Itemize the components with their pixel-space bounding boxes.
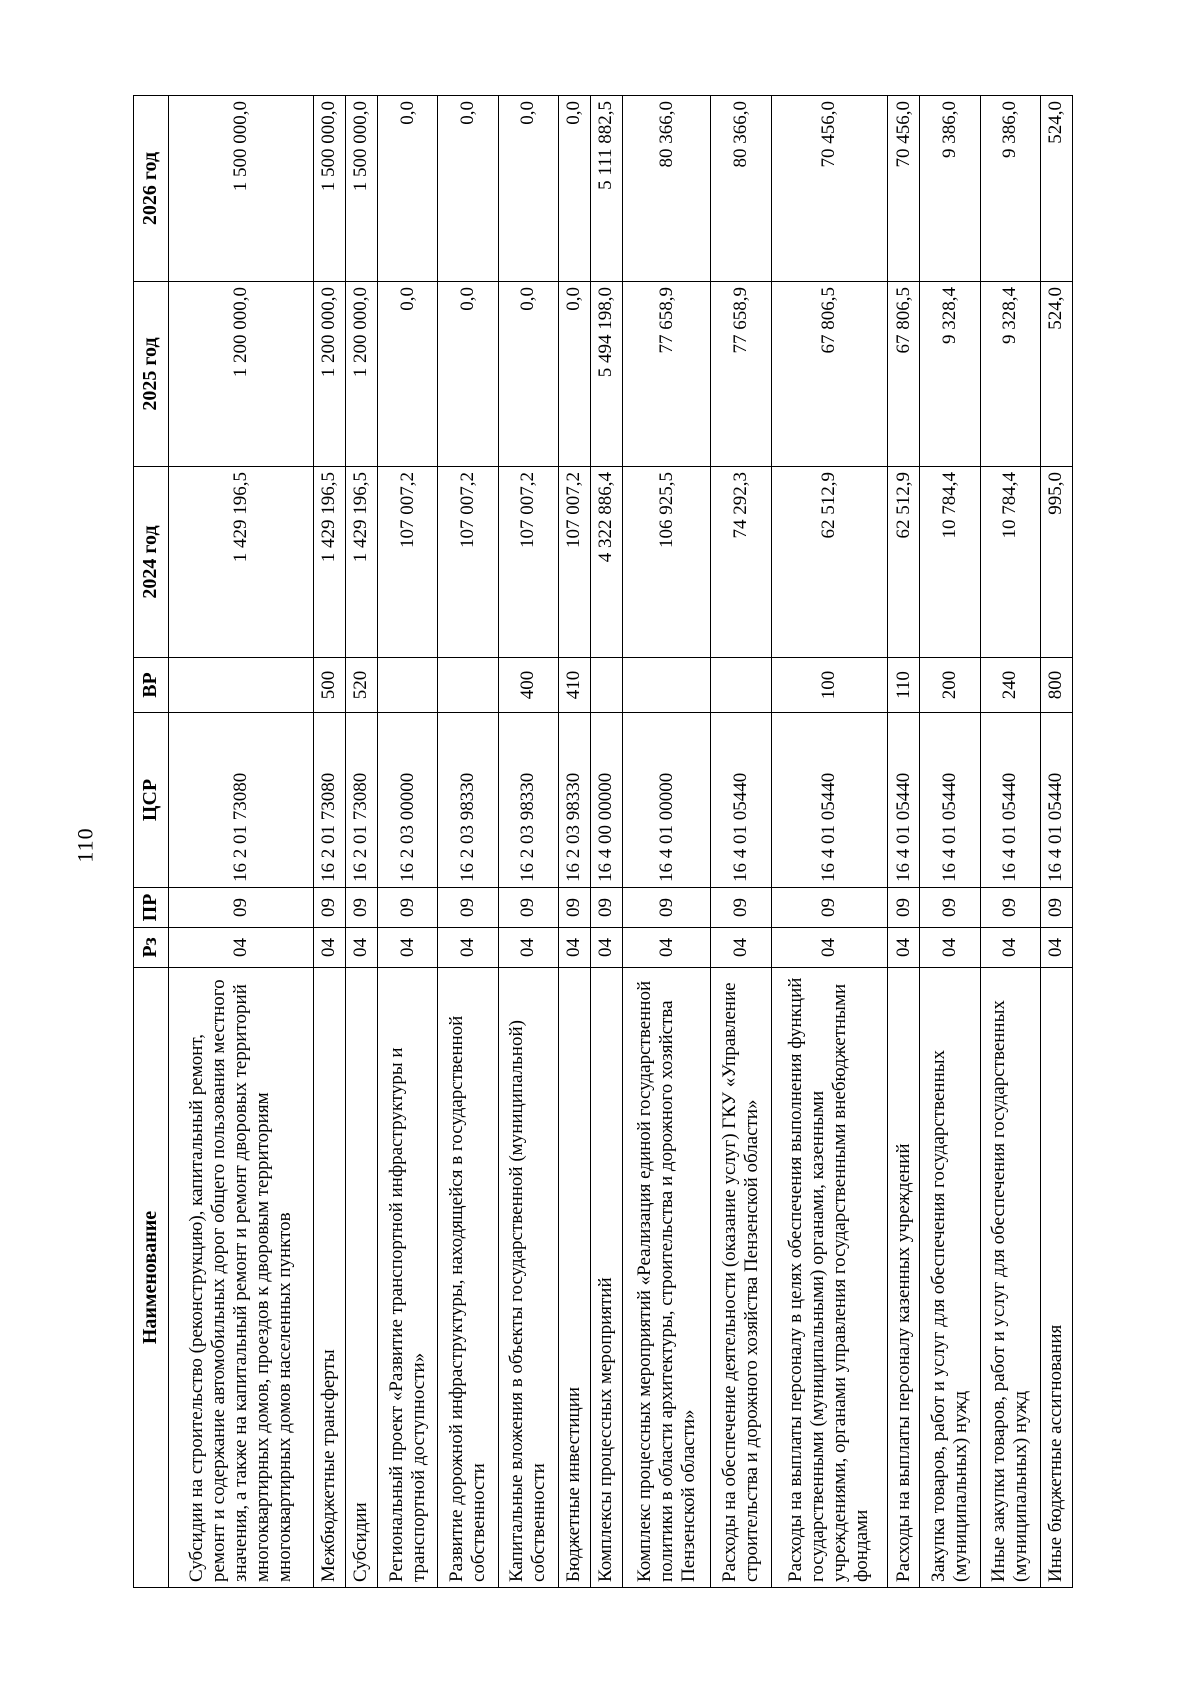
cell-2026: 80 366,0 (622, 96, 710, 282)
cell-rz: 04 (558, 928, 590, 968)
cell-pr: 09 (438, 888, 498, 928)
cell-2026: 0,0 (558, 96, 590, 282)
cell-pr: 09 (558, 888, 590, 928)
cell-2025: 5 494 198,0 (590, 282, 622, 467)
cell-2026: 1 500 000,0 (345, 96, 377, 282)
cell-2025: 1 200 000,0 (169, 282, 314, 467)
cell-pr: 09 (313, 888, 345, 928)
cell-pr: 09 (980, 888, 1040, 928)
cell-2025: 0,0 (498, 282, 558, 467)
cell-name: Капитальные вложения в объекты государственной (муниципальной) собственности (498, 968, 558, 1588)
cell-vr (438, 658, 498, 713)
table-row (590, 96, 622, 1588)
table-header-row (134, 96, 169, 1588)
cell-name: Расходы на выплаты персоналу казенных учреждений (888, 968, 920, 1588)
cell-vr: 800 (1040, 658, 1072, 713)
cell-2026: 5 111 882,5 (590, 96, 622, 282)
cell-2026: 80 366,0 (711, 96, 771, 282)
cell-name: Иные закупки товаров, работ и услуг для обеспечения государственных (муниципальных) нужд (980, 968, 1040, 1588)
cell-pr: 09 (590, 888, 622, 928)
cell-csr: 16 4 01 05440 (711, 713, 771, 888)
cell-csr: 16 4 01 05440 (1040, 713, 1072, 888)
cell-2025: 77 658,9 (711, 282, 771, 467)
cell-rz: 04 (498, 928, 558, 968)
cell-2024: 10 784,4 (980, 467, 1040, 658)
cell-2024: 10 784,4 (920, 467, 980, 658)
cell-name: Субсидии (345, 968, 377, 1588)
cell-vr: 110 (888, 658, 920, 713)
cell-csr: 16 4 00 00000 (590, 713, 622, 888)
cell-2024: 1 429 196,5 (345, 467, 377, 658)
cell-2024: 1 429 196,5 (313, 467, 345, 658)
cell-pr: 09 (1040, 888, 1072, 928)
cell-pr: 09 (498, 888, 558, 928)
page-number: 110 (72, 827, 98, 863)
cell-pr: 09 (169, 888, 314, 928)
cell-pr: 09 (345, 888, 377, 928)
cell-rz: 04 (1040, 928, 1072, 968)
cell-2026: 524,0 (1040, 96, 1072, 282)
cell-csr: 16 2 03 98330 (498, 713, 558, 888)
table-row (313, 96, 345, 1588)
cell-2024: 106 925,5 (622, 467, 710, 658)
cell-2026: 70 456,0 (771, 96, 888, 282)
cell-name: Межбюджетные трансферты (313, 968, 345, 1588)
cell-2025: 0,0 (558, 282, 590, 467)
cell-2024: 995,0 (1040, 467, 1072, 658)
cell-2024: 107 007,2 (377, 467, 437, 658)
header-vr: ВР (134, 658, 169, 713)
header-pr: ПР (134, 888, 169, 928)
cell-rz: 04 (888, 928, 920, 968)
cell-2024: 1 429 196,5 (169, 467, 314, 658)
cell-2026: 0,0 (438, 96, 498, 282)
cell-vr (377, 658, 437, 713)
cell-pr: 09 (622, 888, 710, 928)
cell-csr: 16 2 03 98330 (558, 713, 590, 888)
cell-rz: 04 (920, 928, 980, 968)
table-row (558, 96, 590, 1588)
cell-name: Комплекс процессных мероприятий «Реализация единой государственной политики в области архитектуры, строительства и дорожного хозяйства Пензенской области» (622, 968, 710, 1588)
cell-rz: 04 (438, 928, 498, 968)
cell-vr: 520 (345, 658, 377, 713)
cell-pr: 09 (920, 888, 980, 928)
cell-rz: 04 (771, 928, 888, 968)
cell-name: Комплексы процессных мероприятий (590, 968, 622, 1588)
cell-2025: 0,0 (438, 282, 498, 467)
cell-rz: 04 (377, 928, 437, 968)
table-row (1040, 96, 1072, 1588)
cell-vr: 410 (558, 658, 590, 713)
cell-rz: 04 (345, 928, 377, 968)
table-row (377, 96, 437, 1588)
cell-vr: 400 (498, 658, 558, 713)
table-row (498, 96, 558, 1588)
cell-name: Расходы на обеспечение деятельности (оказание услуг) ГКУ «Управление строительства и дорожного хозяйства Пензенской области» (711, 968, 771, 1588)
cell-2025: 9 328,4 (920, 282, 980, 467)
cell-2025: 9 328,4 (980, 282, 1040, 467)
cell-vr (169, 658, 314, 713)
cell-pr: 09 (771, 888, 888, 928)
table-row (980, 96, 1040, 1588)
cell-2026: 9 386,0 (980, 96, 1040, 282)
table-row (771, 96, 888, 1588)
cell-name: Расходы на выплаты персоналу в целях обеспечения выполнения функций государственными (муниципальными) органами, казенными учреждениями, органами управления государственными внебюджетными фондами (771, 968, 888, 1588)
header-2026: 2026 год (134, 96, 169, 282)
header-name: Наименование (134, 968, 169, 1588)
cell-name: Региональный проект «Развитие транспортной инфраструктуры и транспортной доступности» (377, 968, 437, 1588)
cell-csr: 16 2 01 73080 (169, 713, 314, 888)
table-row (888, 96, 920, 1588)
table-row (920, 96, 980, 1588)
cell-rz: 04 (622, 928, 710, 968)
cell-name: Развитие дорожной инфраструктуры, находящейся в государственной собственности (438, 968, 498, 1588)
cell-vr (590, 658, 622, 713)
cell-pr: 09 (888, 888, 920, 928)
cell-2025: 67 806,5 (771, 282, 888, 467)
cell-2026: 1 500 000,0 (169, 96, 314, 282)
cell-rz: 04 (313, 928, 345, 968)
cell-2024: 62 512,9 (771, 467, 888, 658)
cell-rz: 04 (980, 928, 1040, 968)
cell-2025: 77 658,9 (622, 282, 710, 467)
cell-csr: 16 4 01 00000 (622, 713, 710, 888)
header-2024: 2024 год (134, 467, 169, 658)
cell-csr: 16 4 01 05440 (771, 713, 888, 888)
cell-name: Закупка товаров, работ и услуг для обеспечения государственных (муниципальных) нужд (920, 968, 980, 1588)
cell-csr: 16 4 01 05440 (920, 713, 980, 888)
cell-csr: 16 4 01 05440 (980, 713, 1040, 888)
cell-2026: 0,0 (377, 96, 437, 282)
cell-2025: 1 200 000,0 (345, 282, 377, 467)
budget-table (133, 95, 1073, 1588)
cell-2026: 70 456,0 (888, 96, 920, 282)
cell-name: Бюджетные инвестиции (558, 968, 590, 1588)
cell-2026: 9 386,0 (920, 96, 980, 282)
cell-vr: 100 (771, 658, 888, 713)
cell-name: Иные бюджетные ассигнования (1040, 968, 1072, 1588)
cell-2024: 62 512,9 (888, 467, 920, 658)
cell-csr: 16 2 01 73080 (345, 713, 377, 888)
cell-vr (622, 658, 710, 713)
cell-2026: 0,0 (498, 96, 558, 282)
cell-rz: 04 (169, 928, 314, 968)
header-2025: 2025 год (134, 282, 169, 467)
cell-2025: 524,0 (1040, 282, 1072, 467)
cell-csr: 16 2 03 98330 (438, 713, 498, 888)
cell-vr (711, 658, 771, 713)
cell-2025: 67 806,5 (888, 282, 920, 467)
rotated-table-wrapper (133, 96, 1073, 1588)
table-row (711, 96, 771, 1588)
cell-2024: 107 007,2 (558, 467, 590, 658)
header-csr: ЦСР (134, 713, 169, 888)
table-row (345, 96, 377, 1588)
cell-pr: 09 (377, 888, 437, 928)
cell-vr: 240 (980, 658, 1040, 713)
cell-csr: 16 2 01 73080 (313, 713, 345, 888)
cell-2024: 107 007,2 (438, 467, 498, 658)
cell-csr: 16 2 03 00000 (377, 713, 437, 888)
cell-rz: 04 (711, 928, 771, 968)
cell-rz: 04 (590, 928, 622, 968)
cell-2025: 1 200 000,0 (313, 282, 345, 467)
table-row (622, 96, 710, 1588)
table-row (169, 96, 314, 1588)
cell-csr: 16 4 01 05440 (888, 713, 920, 888)
header-rz: Рз (134, 928, 169, 968)
table-row (438, 96, 498, 1588)
cell-2024: 74 292,3 (711, 467, 771, 658)
cell-vr: 200 (920, 658, 980, 713)
cell-pr: 09 (711, 888, 771, 928)
cell-2024: 4 322 886,4 (590, 467, 622, 658)
cell-2024: 107 007,2 (498, 467, 558, 658)
cell-2026: 1 500 000,0 (313, 96, 345, 282)
cell-2025: 0,0 (377, 282, 437, 467)
cell-name: Субсидии на строительство (реконструкцию), капитальный ремонт, ремонт и содержание автомобильных дорог общего пользования местного значения, а также на капитальный ремонт и ремонт дворовых территорий многоквартирных домов, проездов к дворовым территориям многоквартирных домов населенных пунктов (169, 968, 314, 1588)
cell-vr: 500 (313, 658, 345, 713)
